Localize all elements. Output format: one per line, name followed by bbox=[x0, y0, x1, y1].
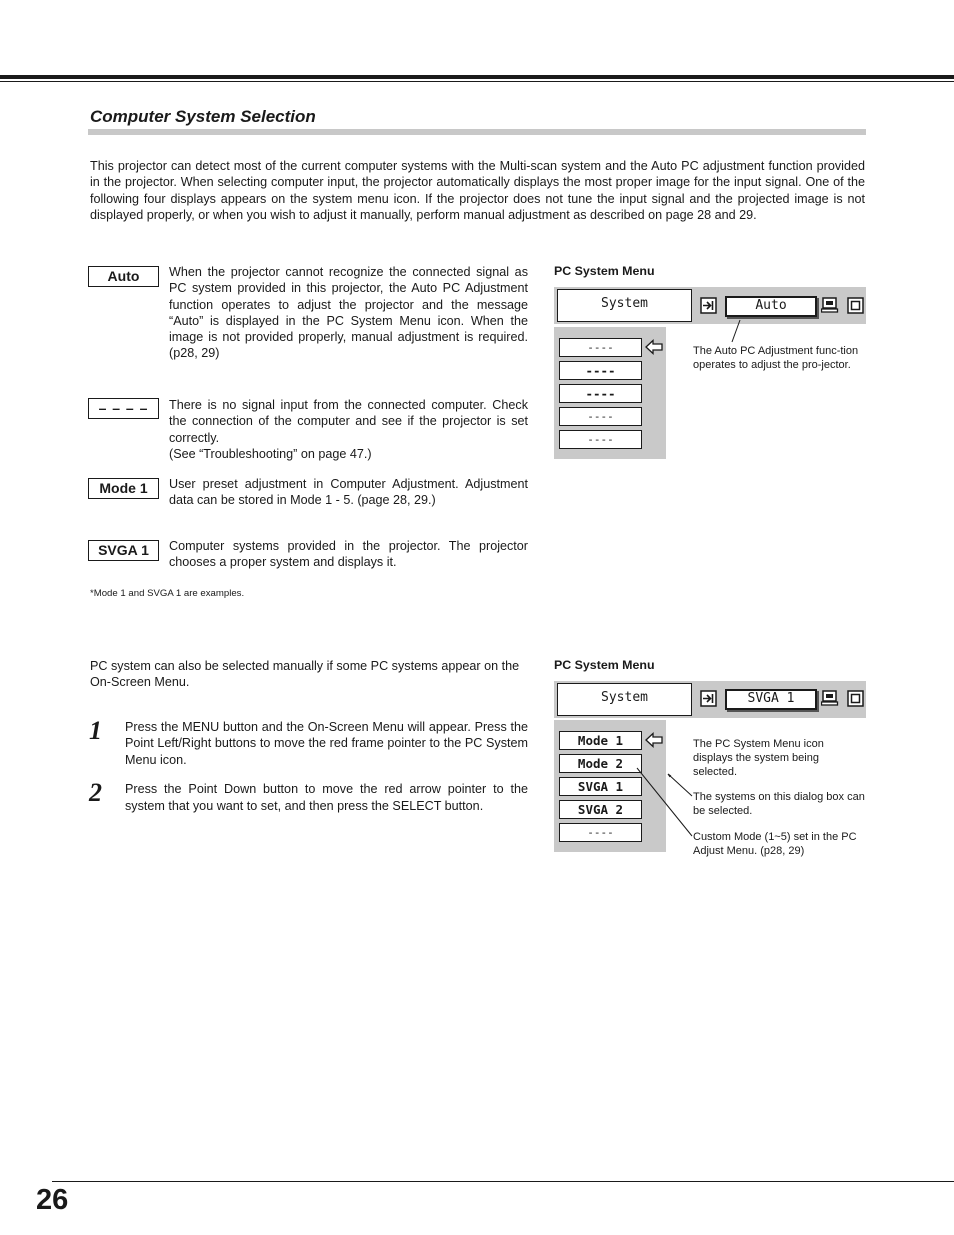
page-number: 26 bbox=[36, 1184, 69, 1216]
mode1-label-box: Mode 1 bbox=[88, 478, 159, 499]
menu1-pointer-arrow-icon bbox=[645, 339, 664, 355]
menu1-list-item: ---- bbox=[559, 338, 642, 357]
menu2-note-dialog: The systems on this dialog box can be selected. bbox=[693, 791, 865, 817]
menu1-pc-adjust-icon bbox=[821, 297, 839, 314]
menu1-selected-system: Auto bbox=[725, 296, 817, 317]
menu1-list-item: ---- bbox=[559, 430, 642, 449]
footnote: *Mode 1 and SVGA 1 are examples. bbox=[90, 588, 245, 599]
menu2-system-box: System bbox=[557, 683, 692, 716]
header-rule-thin bbox=[0, 81, 954, 82]
no-signal-label-box: – – – – bbox=[88, 398, 159, 419]
svga1-label-box: SVGA 1 bbox=[88, 540, 159, 561]
svga1-description: Computer systems provided in the projector. The projector chooses a proper system and displays it. bbox=[169, 539, 528, 570]
menu2-list-item: ---- bbox=[559, 823, 642, 842]
no-signal-description bbox=[169, 397, 528, 462]
menu2-exit-icon bbox=[847, 690, 865, 707]
menu1-input-icon bbox=[700, 297, 718, 314]
menu2-selected-system: SVGA 1 bbox=[725, 689, 817, 710]
step-number-1: 1 bbox=[89, 716, 102, 745]
menu2-list-item: SVGA 2 bbox=[559, 800, 642, 819]
menu1-exit-icon bbox=[847, 297, 865, 314]
menu1-note: The Auto PC Adjustment func-tion operates to adjust the pro-jector. bbox=[693, 345, 859, 371]
step-2-text: Press the Point Down button to move the red arrow pointer to the system that you want to set, and then press the SELECT button. bbox=[125, 782, 528, 814]
no-signal-text: There is no signal input from the connected computer. Check the connection of the computer and see if the projector is set correctly. bbox=[169, 398, 528, 445]
menu2-input-icon bbox=[700, 690, 718, 707]
menu2-list-item: Mode 2 bbox=[559, 754, 642, 773]
step-number-2: 2 bbox=[89, 778, 102, 807]
menu1-system-box: System bbox=[557, 289, 692, 322]
menu2-list-item: SVGA 1 bbox=[559, 777, 642, 796]
mode1-description: User preset adjustment in Computer Adjustment. Adjustment data can be stored in Mode 1 - 5. (page 28, 29.) bbox=[169, 477, 528, 508]
pc-system-menu-heading-1: PC System Menu bbox=[554, 264, 655, 278]
menu2-list-item: Mode 1 bbox=[559, 731, 642, 750]
footer-rule bbox=[52, 1181, 954, 1182]
menu1-list-item: ---- bbox=[559, 384, 642, 403]
menu1-callout-line bbox=[726, 318, 746, 344]
title-underline bbox=[88, 129, 866, 135]
menu1-list-item: ---- bbox=[559, 407, 642, 426]
intro-paragraph: This projector can detect most of the current computer systems with the Multi-scan system and the Auto PC adjustment function provided in the projector. When selecting computer input, the projector automatically displays the most proper image for the input signal. One of the following four displays appears on the system menu icon. If the projector does not tune the input signal and the projected image is not displayed properly, or when you wish to adjust it manually, perform manual adjustment as described on page 28 and 29. bbox=[90, 159, 865, 222]
menu2-callout-lines bbox=[600, 710, 700, 850]
auto-label-box: Auto bbox=[88, 266, 159, 287]
auto-description: When the projector cannot recognize the connected signal as PC system provided in this projector, the Auto PC Adjustment function operates to adjust the projector and the message “Auto” is displayed in the PC System Menu icon. When the image is not provided properly, manual adjustment is required. (p28, 29) bbox=[169, 265, 528, 361]
header-rule bbox=[0, 75, 954, 79]
menu2-note-custom: Custom Mode (1~5) set in the PC Adjust Menu. (p28, 29) bbox=[693, 831, 857, 857]
section-title: Computer System Selection bbox=[90, 107, 316, 126]
pc-system-menu-heading-2: PC System Menu bbox=[554, 658, 655, 672]
manual-intro: PC system can also be selected manually if some PC systems appear on the On-Screen Menu. bbox=[90, 659, 520, 690]
step-1-text: Press the MENU button and the On-Screen Menu will appear. Press the Point Left/Right buttons to move the red frame pointer to the PC System Menu icon. bbox=[125, 720, 528, 767]
menu2-pc-adjust-icon bbox=[821, 690, 839, 707]
no-signal-reference: (See “Troubleshooting” on page 47.) bbox=[169, 446, 372, 461]
menu2-note-icon: The PC System Menu icon displays the system being selected. bbox=[693, 738, 824, 778]
menu1-list-item: ---- bbox=[559, 361, 642, 380]
